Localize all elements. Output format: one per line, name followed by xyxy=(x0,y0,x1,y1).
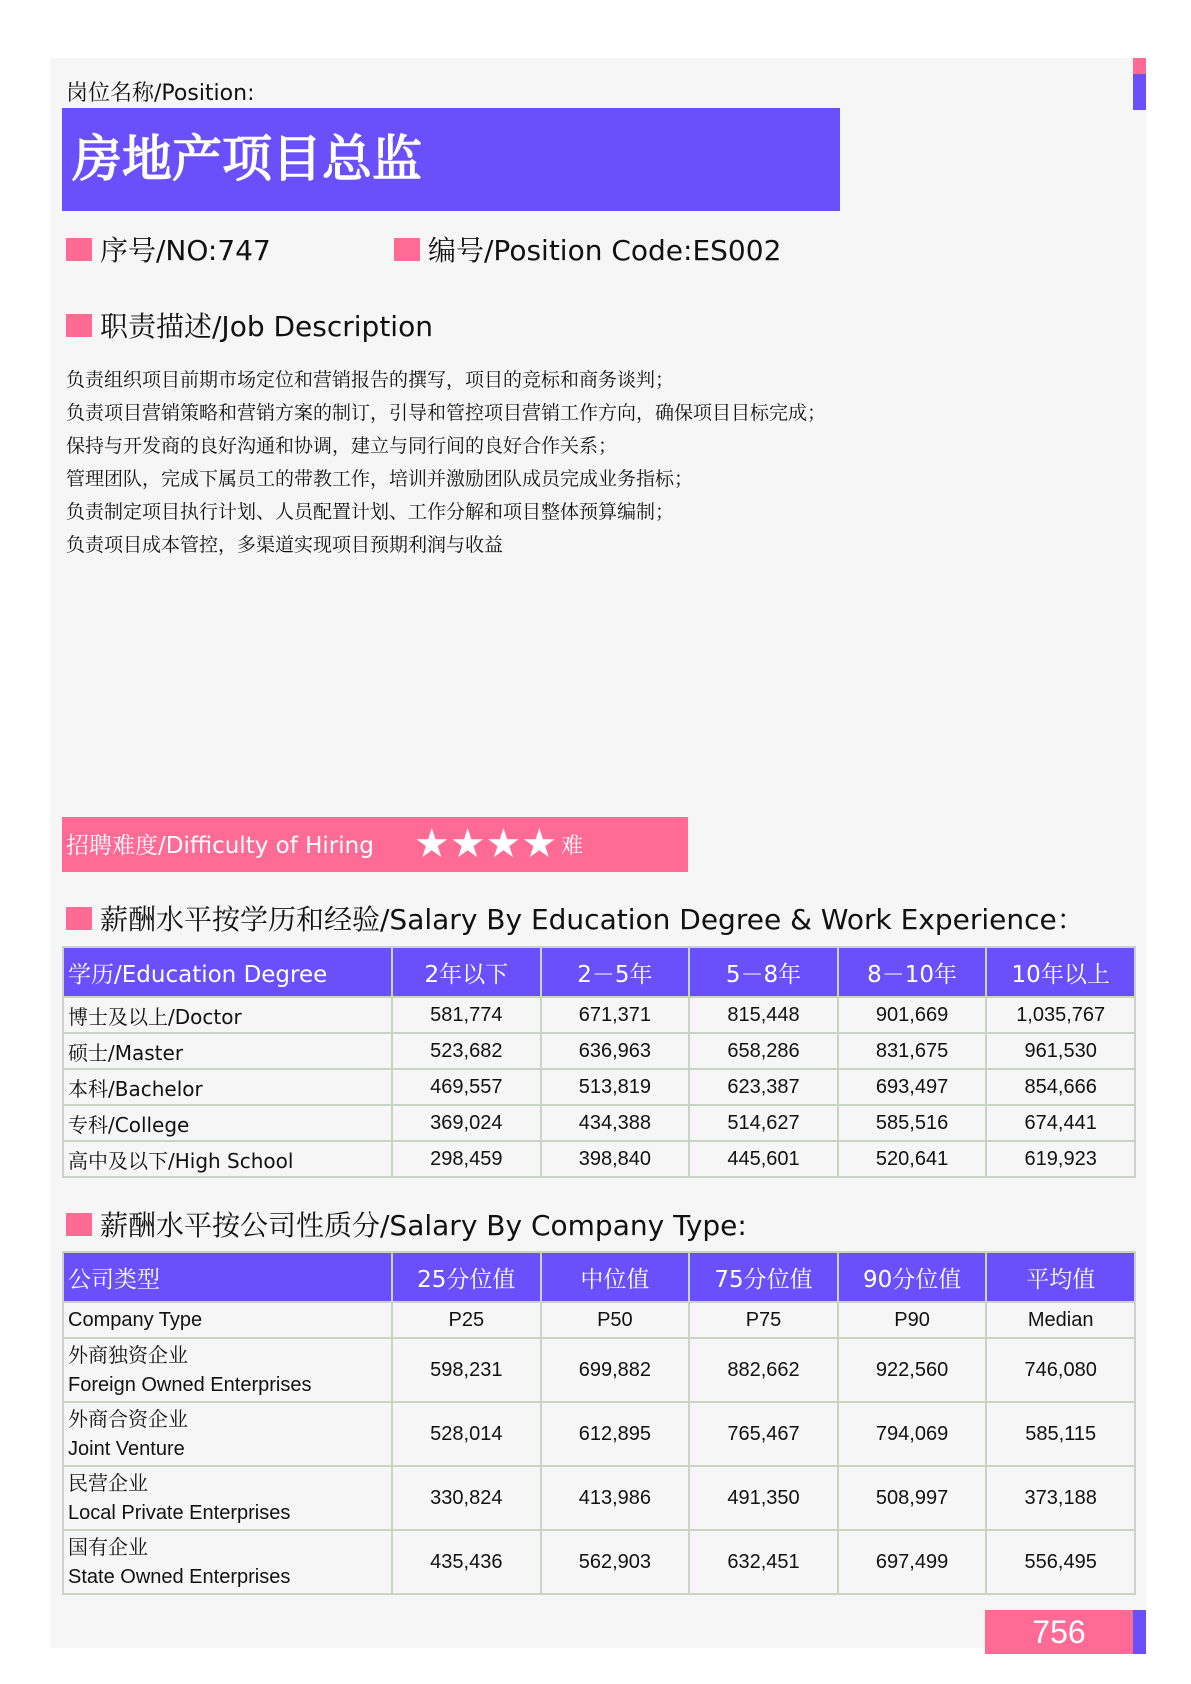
position-number xyxy=(66,229,271,269)
page-title: 房地产项目总监 xyxy=(62,108,840,211)
star-rating-icon: ★★★★ xyxy=(413,821,558,867)
page-number: 756 xyxy=(985,1610,1133,1654)
row-label-en: State Owned Enterprises xyxy=(68,1566,291,1588)
table-row xyxy=(63,1402,1135,1466)
table-cell: 513,819 xyxy=(541,1069,690,1105)
table-cell: 434,388 xyxy=(541,1105,690,1141)
table-cell: 520,641 xyxy=(838,1141,987,1177)
table-cell: 435,436 xyxy=(392,1530,541,1594)
table-cell: 746,080 xyxy=(986,1338,1135,1402)
company-salary-table xyxy=(62,1251,1136,1595)
position-code-text: 编号/Position Code:ES002 xyxy=(428,234,782,267)
duty-item: 保持与开发商的良好沟通和协调，建立与同行间的良好合作关系； xyxy=(66,435,618,457)
education-salary-heading xyxy=(66,898,1085,938)
column-header: 10年以上 xyxy=(986,947,1135,997)
corner-accent-pink xyxy=(1133,58,1146,74)
table-cell: 815,448 xyxy=(689,997,838,1033)
hiring-difficulty-banner xyxy=(62,817,688,872)
row-label-cn: 国有企业 xyxy=(68,1535,148,1559)
column-header: 公司类型 xyxy=(63,1252,392,1302)
education-salary-heading-text: 薪酬水平按学历和经验/Salary By Education Degree & Work Experience： xyxy=(100,903,1085,936)
table-cell: 514,627 xyxy=(689,1105,838,1141)
table-cell: 636,963 xyxy=(541,1033,690,1069)
table-cell: 445,601 xyxy=(689,1141,838,1177)
table-cell: 922,560 xyxy=(838,1338,987,1402)
table-cell: 901,669 xyxy=(838,997,987,1033)
column-header: 25分位值 xyxy=(392,1252,541,1302)
table-cell: 831,675 xyxy=(838,1033,987,1069)
corner-accent-purple xyxy=(1133,74,1146,110)
company-salary-heading-text: 薪酬水平按公司性质分/Salary By Company Type: xyxy=(100,1209,747,1242)
row-label-en: Foreign Owned Enterprises xyxy=(68,1374,312,1396)
row-label xyxy=(63,1338,392,1402)
table-cell: 413,986 xyxy=(541,1466,690,1530)
table-row xyxy=(63,1338,1135,1402)
square-bullet-icon xyxy=(66,314,92,337)
table-row xyxy=(63,1466,1135,1530)
column-header: 2－5年 xyxy=(541,947,690,997)
table-cell: 619,923 xyxy=(986,1141,1135,1177)
duty-item: 负责项目成本管控，多渠道实现项目预期利润与收益 xyxy=(66,534,504,556)
company-salary-heading xyxy=(66,1204,747,1244)
page-number-accent xyxy=(1133,1610,1146,1654)
duty-item: 管理团队，完成下属员工的带教工作，培训并激励团队成员完成业务指标； xyxy=(66,468,694,490)
subheader-cell: Company Type xyxy=(63,1302,392,1338)
row-label: 高中及以下/High School xyxy=(63,1141,392,1177)
table-cell: 469,557 xyxy=(392,1069,541,1105)
table-cell: 369,024 xyxy=(392,1105,541,1141)
row-label-en: Joint Venture xyxy=(68,1438,185,1460)
table-row xyxy=(63,1141,1135,1177)
table-header-row xyxy=(63,1252,1135,1302)
table-cell: 373,188 xyxy=(986,1466,1135,1530)
table-cell: 585,516 xyxy=(838,1105,987,1141)
subheader-cell: P75 xyxy=(689,1302,838,1338)
column-header: 学历/Education Degree xyxy=(63,947,392,997)
table-cell: 398,840 xyxy=(541,1141,690,1177)
column-header: 5－8年 xyxy=(689,947,838,997)
education-salary-table xyxy=(62,946,1136,1178)
table-cell: 632,451 xyxy=(689,1530,838,1594)
column-header: 2年以下 xyxy=(392,947,541,997)
job-duties-list xyxy=(66,364,826,562)
table-cell: 794,069 xyxy=(838,1402,987,1466)
subheader-cell: P25 xyxy=(392,1302,541,1338)
position-number-text: 序号/NO:747 xyxy=(100,234,271,267)
row-label-cn: 外商独资企业 xyxy=(68,1343,188,1367)
table-row xyxy=(63,1105,1135,1141)
table-row xyxy=(63,1530,1135,1594)
table-cell: 585,115 xyxy=(986,1402,1135,1466)
row-label xyxy=(63,1466,392,1530)
job-description-heading-text: 职责描述/Job Description xyxy=(100,310,433,343)
hiring-difficulty-label: 招聘难度/Difficulty of Hiring xyxy=(66,833,374,859)
table-cell: 671,371 xyxy=(541,997,690,1033)
table-cell: 693,497 xyxy=(838,1069,987,1105)
table-cell: 623,387 xyxy=(689,1069,838,1105)
table-header-row xyxy=(63,947,1135,997)
square-bullet-icon xyxy=(66,1213,92,1236)
square-bullet-icon xyxy=(394,238,420,261)
job-description-heading xyxy=(66,305,433,345)
table-row xyxy=(63,1033,1135,1069)
table-cell: 674,441 xyxy=(986,1105,1135,1141)
row-label-en: Local Private Enterprises xyxy=(68,1502,291,1524)
row-label xyxy=(63,1530,392,1594)
table-cell: 697,499 xyxy=(838,1530,987,1594)
row-label: 硕士/Master xyxy=(63,1033,392,1069)
table-row xyxy=(63,997,1135,1033)
table-row xyxy=(63,1069,1135,1105)
table-cell: 658,286 xyxy=(689,1033,838,1069)
row-label: 博士及以上/Doctor xyxy=(63,997,392,1033)
table-cell: 882,662 xyxy=(689,1338,838,1402)
column-header: 90分位值 xyxy=(838,1252,987,1302)
table-cell: 1,035,767 xyxy=(986,997,1135,1033)
subheader-cell: P50 xyxy=(541,1302,690,1338)
table-cell: 556,495 xyxy=(986,1530,1135,1594)
table-cell: 562,903 xyxy=(541,1530,690,1594)
table-cell: 581,774 xyxy=(392,997,541,1033)
column-header: 75分位值 xyxy=(689,1252,838,1302)
subheader-cell: Median xyxy=(986,1302,1135,1338)
table-cell: 854,666 xyxy=(986,1069,1135,1105)
row-label: 本科/Bachelor xyxy=(63,1069,392,1105)
table-cell: 598,231 xyxy=(392,1338,541,1402)
column-header: 中位值 xyxy=(541,1252,690,1302)
table-cell: 330,824 xyxy=(392,1466,541,1530)
column-header: 平均值 xyxy=(986,1252,1135,1302)
table-cell: 699,882 xyxy=(541,1338,690,1402)
square-bullet-icon xyxy=(66,238,92,261)
table-cell: 612,895 xyxy=(541,1402,690,1466)
row-label xyxy=(63,1402,392,1466)
duty-item: 负责制定项目执行计划、人员配置计划、工作分解和项目整体预算编制； xyxy=(66,501,675,523)
table-cell: 508,997 xyxy=(838,1466,987,1530)
table-cell: 765,467 xyxy=(689,1402,838,1466)
hiring-difficulty-level: 难 xyxy=(561,834,584,859)
table-cell: 523,682 xyxy=(392,1033,541,1069)
row-label: 专科/College xyxy=(63,1105,392,1141)
position-label: 岗位名称/Position: xyxy=(66,81,255,106)
table-cell: 298,459 xyxy=(392,1141,541,1177)
table-cell: 491,350 xyxy=(689,1466,838,1530)
table-cell: 528,014 xyxy=(392,1402,541,1466)
table-subheader-row xyxy=(63,1302,1135,1338)
table-cell: 961,530 xyxy=(986,1033,1135,1069)
subheader-cell: P90 xyxy=(838,1302,987,1338)
position-code xyxy=(394,229,781,269)
row-label-cn: 民营企业 xyxy=(68,1471,148,1495)
column-header: 8－10年 xyxy=(838,947,987,997)
square-bullet-icon xyxy=(66,907,92,930)
duty-item: 负责组织项目前期市场定位和营销报告的撰写，项目的竞标和商务谈判； xyxy=(66,369,675,391)
row-label-cn: 外商合资企业 xyxy=(68,1407,188,1431)
duty-item: 负责项目营销策略和营销方案的制订，引导和管控项目营销工作方向，确保项目目标完成； xyxy=(66,402,827,424)
